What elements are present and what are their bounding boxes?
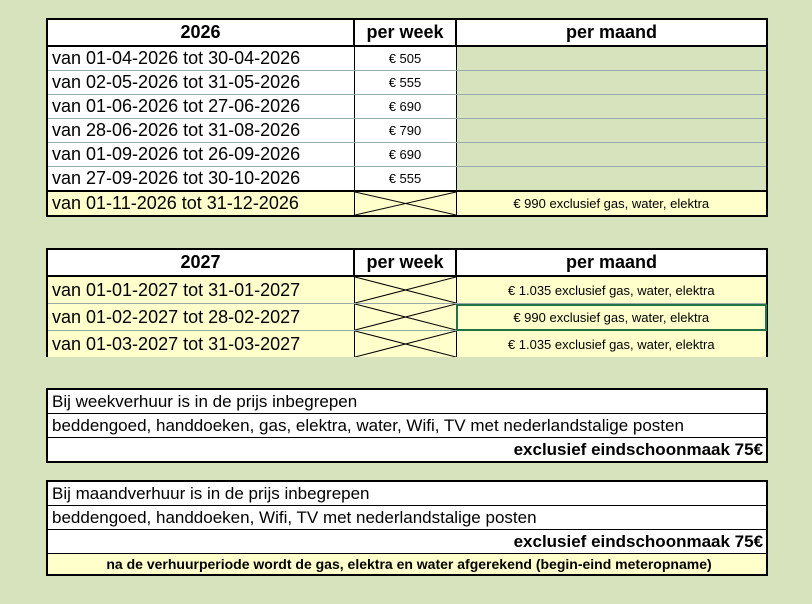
cross-icon <box>355 304 456 330</box>
year-header[interactable]: 2026 <box>47 19 354 46</box>
period-cell[interactable]: van 01-11-2026 tot 31-12-2026 <box>47 191 354 216</box>
week-info-includes[interactable]: beddengoed, handdoeken, gas, elektra, water, Wifi, TV met nederlandstalige posten <box>47 414 767 438</box>
week-price-cell[interactable]: € 690 <box>354 143 456 167</box>
period-cell[interactable]: van 01-04-2026 tot 30-04-2026 <box>47 46 354 71</box>
month-price-cell[interactable] <box>456 119 767 143</box>
per-week-header[interactable]: per week <box>354 249 456 276</box>
month-rental-info <box>46 480 768 576</box>
price-table-2026 <box>46 18 768 217</box>
per-month-header[interactable]: per maand <box>456 19 767 46</box>
month-price-cell[interactable]: € 1.035 exclusief gas, water, elektra <box>456 331 767 358</box>
month-info-heading[interactable]: Bij maandverhuur is in de prijs inbegrepen <box>47 481 767 506</box>
month-price-cell-selected[interactable]: € 990 exclusief gas, water, elektra <box>456 304 767 331</box>
crossed-out-cell[interactable] <box>354 276 456 304</box>
month-price-cell[interactable] <box>456 46 767 71</box>
crossed-out-cell[interactable] <box>354 331 456 358</box>
week-info-heading[interactable]: Bij weekverhuur is in de prijs inbegrepen <box>47 389 767 414</box>
week-info-cleaning[interactable]: exclusief eindschoonmaak 75€ <box>47 438 767 463</box>
month-info-cleaning[interactable]: exclusief eindschoonmaak 75€ <box>47 530 767 554</box>
month-info-meter-note[interactable]: na de verhuurperiode wordt de gas, elektra en water afgerekend (begin-eind meteropname) <box>47 554 767 576</box>
week-price-cell[interactable]: € 555 <box>354 71 456 95</box>
period-cell[interactable]: van 02-05-2026 tot 31-05-2026 <box>47 71 354 95</box>
year-header[interactable]: 2027 <box>47 249 354 276</box>
week-price-cell[interactable]: € 690 <box>354 95 456 119</box>
price-table-2027 <box>46 248 768 357</box>
cross-icon <box>355 277 456 303</box>
month-price-cell[interactable] <box>456 167 767 192</box>
period-cell[interactable]: van 01-03-2027 tot 31-03-2027 <box>47 331 354 358</box>
week-price-cell[interactable]: € 505 <box>354 46 456 71</box>
month-price-cell[interactable] <box>456 95 767 119</box>
period-cell[interactable]: van 27-09-2026 tot 30-10-2026 <box>47 167 354 192</box>
month-info-includes[interactable]: beddengoed, handdoeken, Wifi, TV met nederlandstalige posten <box>47 506 767 530</box>
month-price-cell[interactable] <box>456 143 767 167</box>
week-price-cell[interactable]: € 790 <box>354 119 456 143</box>
month-price-cell[interactable]: € 990 exclusief gas, water, elektra <box>456 191 767 216</box>
period-cell[interactable]: van 01-01-2027 tot 31-01-2027 <box>47 276 354 304</box>
period-cell[interactable]: van 01-09-2026 tot 26-09-2026 <box>47 143 354 167</box>
week-rental-info <box>46 388 768 463</box>
week-price-cell[interactable]: € 555 <box>354 167 456 192</box>
month-price-cell[interactable] <box>456 71 767 95</box>
month-price-cell[interactable]: € 1.035 exclusief gas, water, elektra <box>456 276 767 304</box>
per-month-header[interactable]: per maand <box>456 249 767 276</box>
crossed-out-cell[interactable] <box>354 191 456 216</box>
per-week-header[interactable]: per week <box>354 19 456 46</box>
period-cell[interactable]: van 01-06-2026 tot 27-06-2026 <box>47 95 354 119</box>
cross-icon <box>355 192 456 215</box>
cross-icon <box>355 331 456 357</box>
crossed-out-cell[interactable] <box>354 304 456 331</box>
period-cell[interactable]: van 28-06-2026 tot 31-08-2026 <box>47 119 354 143</box>
period-cell[interactable]: van 01-02-2027 tot 28-02-2027 <box>47 304 354 331</box>
